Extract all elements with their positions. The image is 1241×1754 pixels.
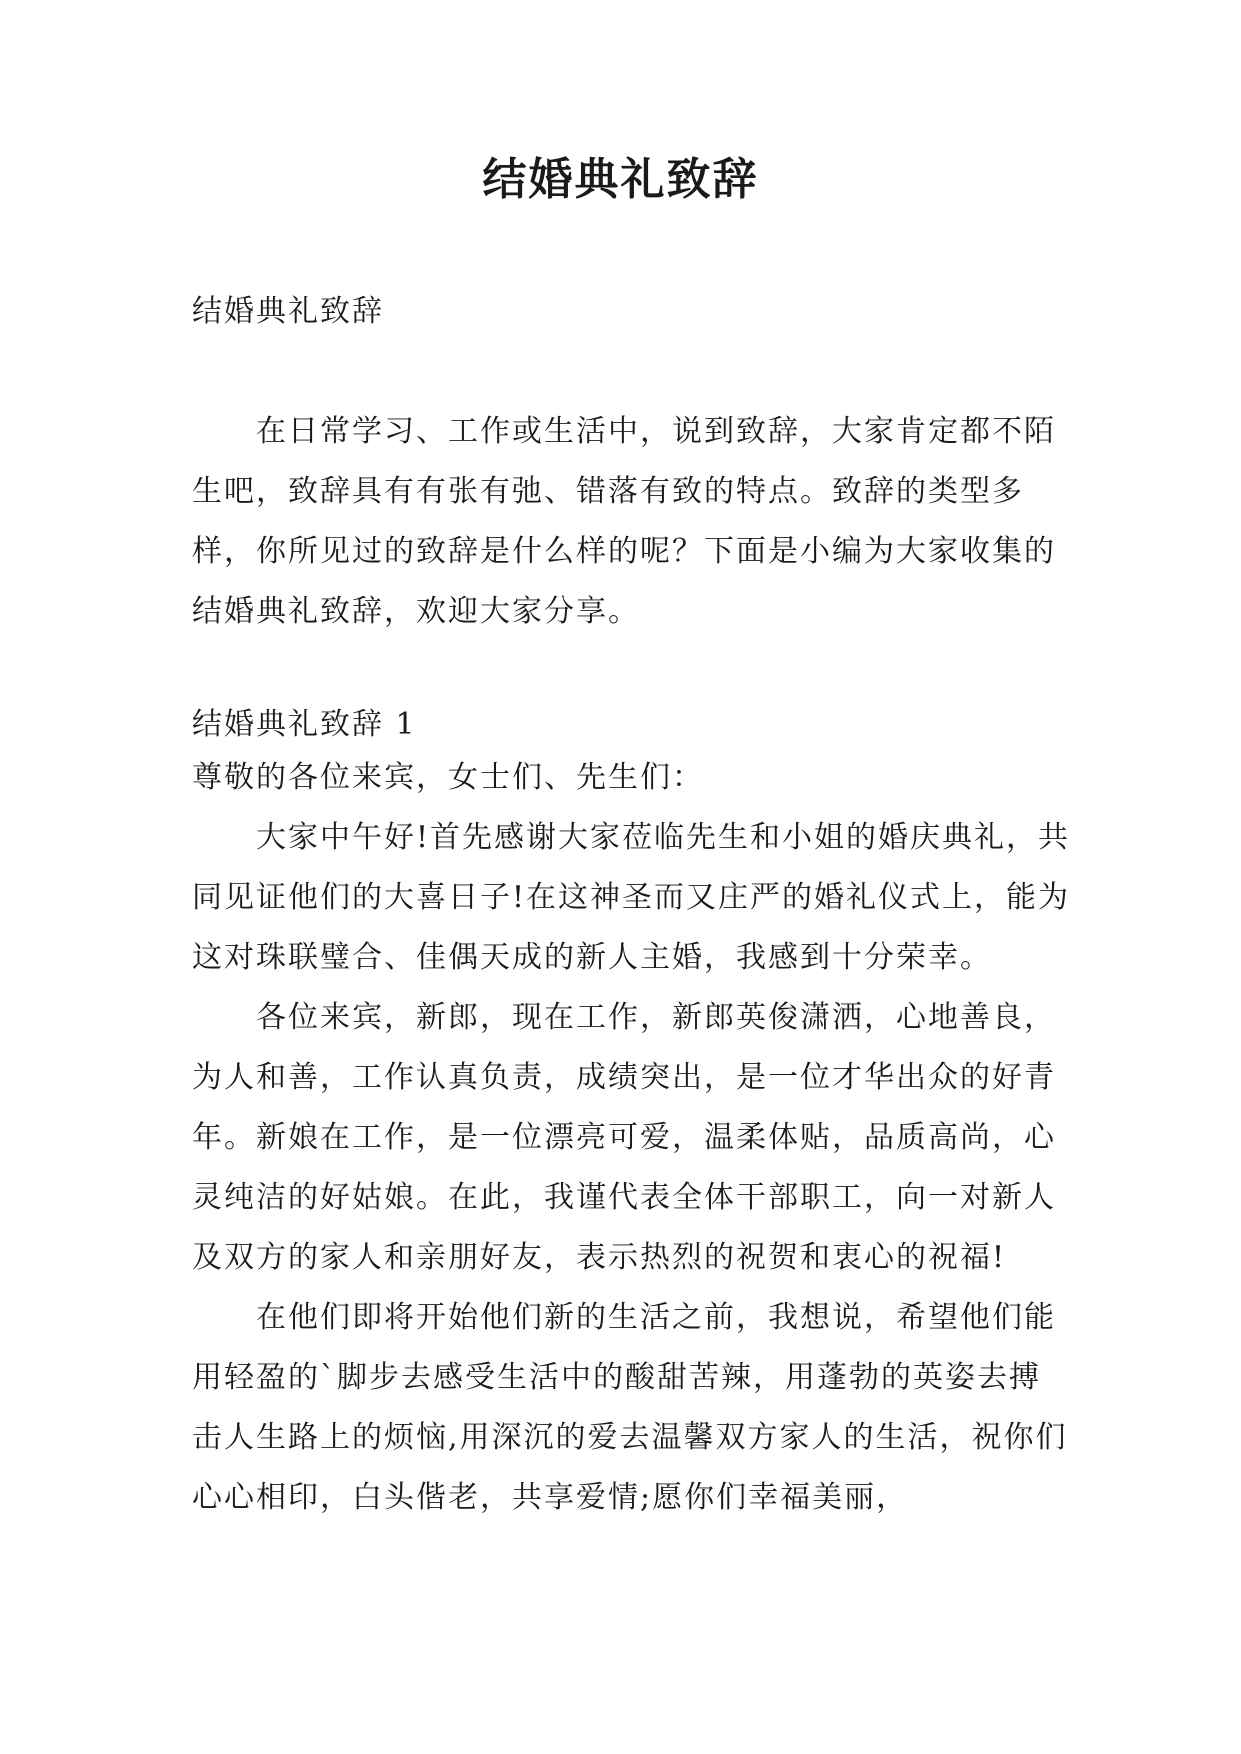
section-heading: 结婚典礼致辞 1 [192, 707, 417, 742]
document-title: 结婚典礼致辞 [482, 154, 759, 205]
speech-body [192, 748, 1072, 1528]
greeting-line: 尊敬的各位来宾，女士们、先生们： [192, 760, 704, 795]
speech-paragraph-3: 在他们即将开始他们新的生活之前，我想说，希望他们能用轻盈的`脚步去感受生活中的酸甜苦辣，用蓬勃的英姿去搏击人生路上的烦恼,用深沉的爱去温馨双方家人的生活，祝你们心心相印，白头偕老，共享爱情;愿你们幸福美丽， [192, 1300, 1068, 1515]
document-subtitle: 结婚典礼致辞 [192, 294, 384, 329]
intro-paragraph: 在日常学习、工作或生活中，说到致辞，大家肯定都不陌生吧，致辞具有有张有弛、错落有致的特点。致辞的类型多样，你所见过的致辞是什么样的呢？下面是小编为大家收集的结婚典礼致辞，欢迎大家分享。 [192, 414, 1056, 629]
speech-paragraph-2: 各位来宾，新郎，现在工作，新郎英俊潇洒，心地善良，为人和善，工作认真负责，成绩突出，是一位才华出众的好青年。新娘在工作，是一位漂亮可爱，温柔体贴，品质高尚，心灵纯洁的好姑娘。在此，我谨代表全体干部职工，向一对新人及双方的家人和亲朋好友，表示热烈的祝贺和衷心的祝福! [192, 1000, 1056, 1275]
speech-paragraph-1: 大家中午好!首先感谢大家莅临先生和小姐的婚庆典礼，共同见证他们的大喜日子!在这神圣而又庄严的婚礼仪式上，能为这对珠联璧合、佳偶天成的新人主婚，我感到十分荣幸。 [192, 820, 1071, 975]
